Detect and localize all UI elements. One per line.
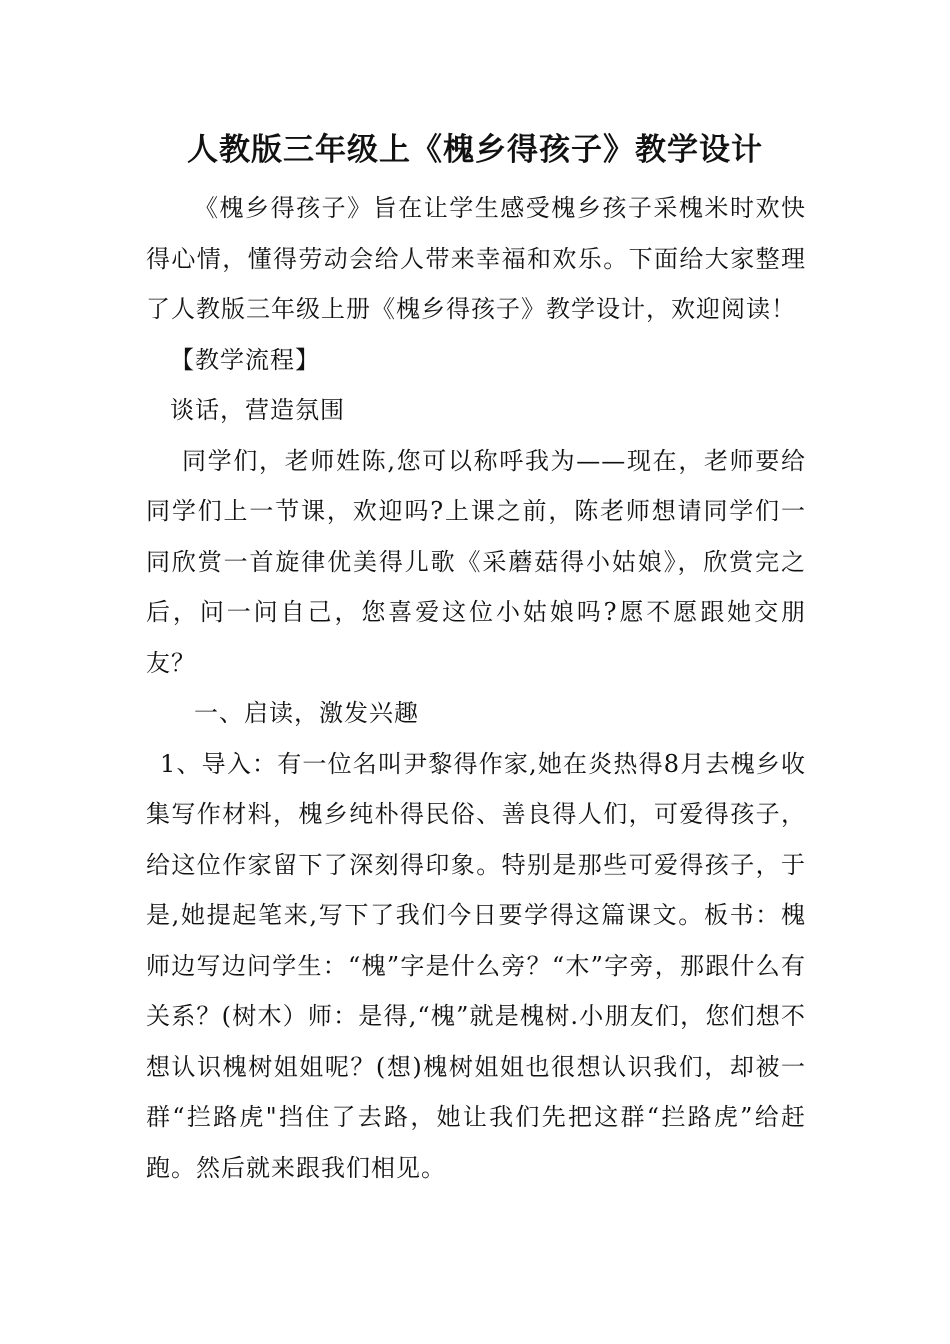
document-title: 人教版三年级上《槐乡得孩子》教学设计 <box>187 132 763 168</box>
section-heading: 【教学流程】 <box>170 345 320 374</box>
intro-paragraph: 《槐乡得孩子》旨在让学生感受槐乡孩子采槐米时欢快得心情，懂得劳动会给人带来幸福和欢乐。下面给大家整理了人教版三年级上册《槐乡得孩子》教学设计，欢迎阅读！ <box>146 194 806 323</box>
lesson-intro-paragraph: 1、导入：有一位名叫尹黎得作家,她在炎热得8月去槐乡收集写作材料，槐乡纯朴得民俗、善良得人们，可爱得孩子，给这位作家留下了深刻得印象。特别是那些可爱得孩子，于是,她提起笔来,写下了我们今日要学得这篇课文。板书：槐 师边写边问学生：“槐”字是什么旁？“木”字旁，那跟什么有关系？(树木）师：是得,“槐”就是槐树.小朋友们，您们想不想认识槐树姐姐呢？(想)槐树姐姐也很想认识我们，却被一群“拦路虎"挡住了去路，她让我们先把这群“拦路虎”给赶跑。然后就来跟我们相见。 <box>146 749 806 1182</box>
step-one-heading: 一、启读，激发兴趣 <box>194 699 419 727</box>
subheading-talk: 谈话，营造氛围 <box>170 396 345 424</box>
document-body <box>146 183 806 1193</box>
talk-paragraph: 同学们，老师姓陈,您可以称呼我为——现在，老师要给同学们上一节课，欢迎吗?上课之前，陈老师想请同学们一同欣赏一首旋律优美得儿歌《采蘑菇得小姑娘》，欣赏完之后，问一问自己，您喜爱这位小姑娘吗?愿不愿跟她交朋友？ <box>146 446 806 677</box>
